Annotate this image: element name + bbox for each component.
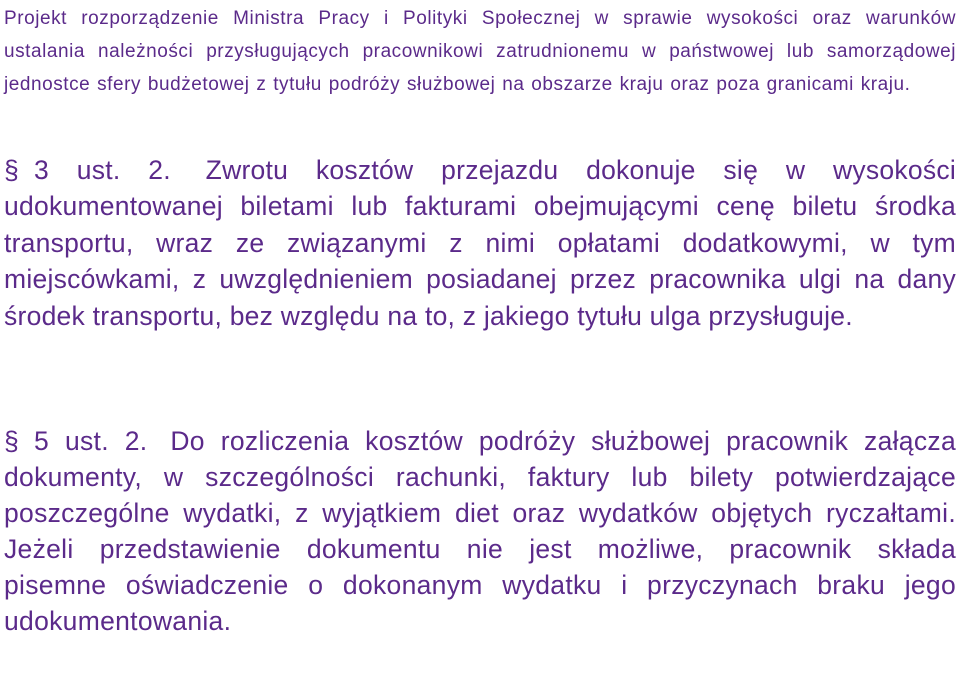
- section-reference: 3 ust. 2.: [34, 155, 171, 185]
- paragraph-text: Do rozliczenia kosztów podróży służbowej pracownik załącza dokumenty, w szczególności rachunki, faktury lub bilety potwierdzające poszczególne wydatki, z wyjątkiem diet oraz wydatków objętych ryczałtami. Jeżeli przedstawienie dokumentu nie jest możliwe, pracownik składa pisemne oświadczenie o dokonanym wydatku i przyczynach braku jego udokumentowania.: [4, 426, 956, 636]
- document-page: [4, 0, 956, 682]
- paragraph-section-3: [4, 152, 956, 334]
- document-intro: Projekt rozporządzenie Ministra Pracy i Polityki Społecznej w sprawie wysokości oraz warunków ustalania należności przysługujących pracownikowi zatrudnionemu w państwowej lub samorządowej jednostce sfery budżetowej z tytułu podróży służbowej na obszarze kraju oraz poza granicami kraju.: [4, 8, 956, 95]
- section-reference: 5 ust. 2.: [34, 426, 148, 456]
- section-sign: §: [4, 426, 20, 456]
- section-sign: §: [4, 155, 19, 185]
- paragraph-text: Zwrotu kosztów przejazdu dokonuje się w wysokości udokumentowanej biletami lub fakturami obejmującymi cenę biletu środka transportu, wraz ze związanymi z nimi opłatami dodatkowymi, w tym miejscówkami, z uwzględnieniem posiadanej przez pracownika ulgi na dany środek transportu, bez względu na to, z jakiego tytułu ulga przysługuje.: [4, 155, 956, 331]
- paragraph-section-5: [4, 424, 956, 639]
